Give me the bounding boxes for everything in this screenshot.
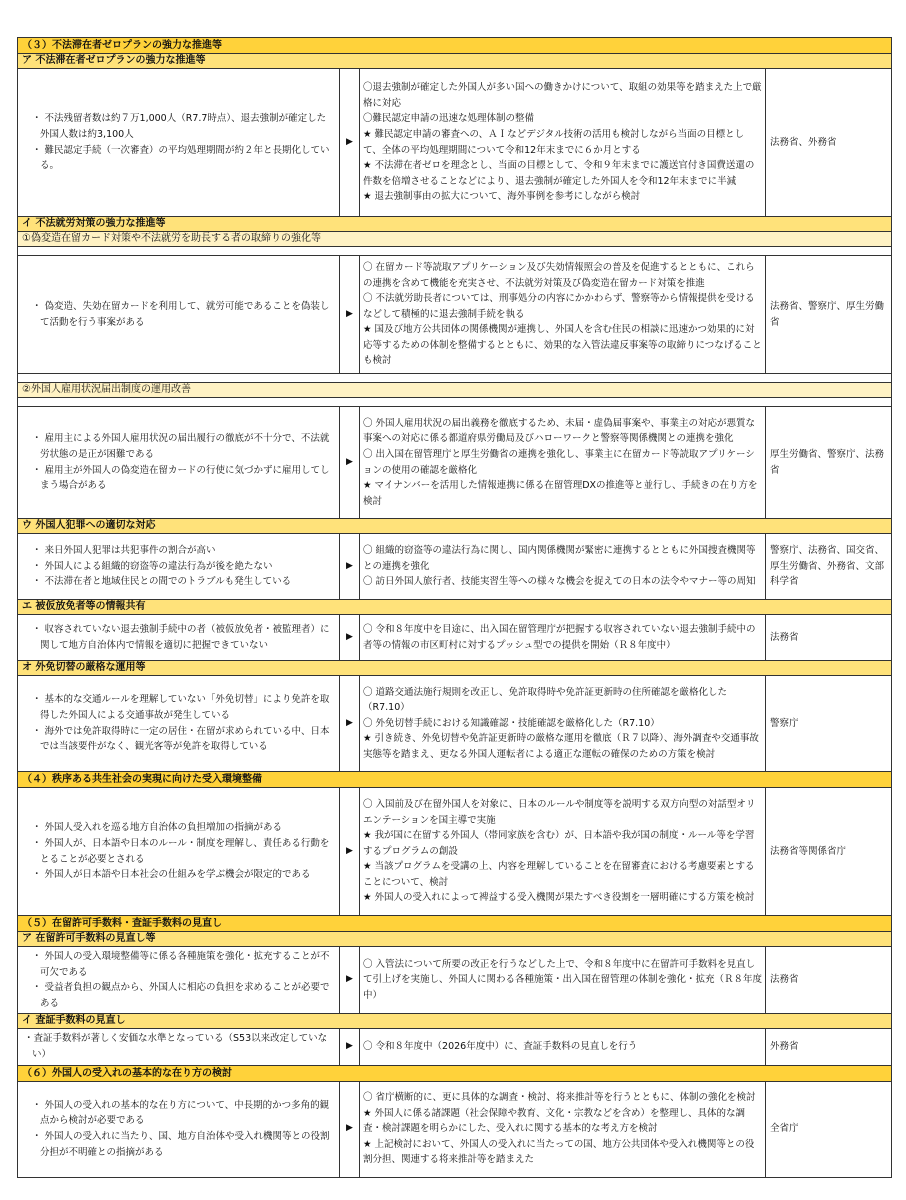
issue-cell: ・ 不法残留者数は約７万1,000人（R7.7時点）、退去強制が確定した外国人数は約3,100人 ・ 難民認定手続（一次審査）の平均処理期間が約２年と長期化している。 (18, 69, 340, 217)
subsubsection-header: ①偽変造在留カード対策や不法就労を助長する者の取締りの強化等 (18, 232, 892, 247)
table-row (18, 615, 892, 661)
ministry-cell: 警察庁 (766, 676, 892, 772)
issue-cell: ・ 収容されていない退去強制手続中の者（被仮放免者・被監理者）に関して地方自治体内で情報を適切に把握できていない (18, 615, 340, 661)
ministry-cell: 全省庁 (766, 1081, 892, 1177)
issue-cell: ・ 来日外国人犯罪は共犯事件の割合が高い ・ 外国人による組織的窃盗等の違法行為が後を絶たない ・ 不法滞在者と地域住民との間でのトラブルも発生している (18, 534, 340, 600)
arrow-icon: ▶ (340, 788, 360, 916)
section-header: （４）秩序ある共生社会の実現に向けた受入環境整備 (18, 772, 892, 788)
action-cell: 〇 令和８年度中（2026年度中）に、査証手数料の見直しを行う (360, 1029, 766, 1065)
table-row (18, 1029, 892, 1065)
subsection-header: エ 被仮放免者等の情報共有 (18, 600, 892, 615)
subsection-header: ア 不法滞在者ゼロプランの強力な推進等 (18, 54, 892, 69)
arrow-icon: ▶ (340, 256, 360, 374)
issue-cell: ・ 雇用主による外国人雇用状況の届出履行の徹底が不十分で、不法就労状態の是正が困難である ・ 雇用主が外国人の偽変造在留カードの行使に気づかずに雇用してしまう場合がある (18, 407, 340, 519)
action-cell: 〇 在留カード等読取アプリケーション及び失効情報照会の普及を促進するとともに、これらの連携を含めて機能を充実させ、不法就労対策及び偽変造在留カード対策を推進 〇 不法就労助長者については、刑事処分の内容にかかわらず、警察等から情報提供を受けるなどして積極的に退去強制手続を執る ★ 国及び地方公共団体の関係機関が連携し、外国人を含む住民の相談に迅速かつ効果的に対応等するための体制を整備するとともに、効果的な入管法違反事案等の取締りにつなげることも検討 (360, 256, 766, 374)
ministry-cell: 法務省 (766, 615, 892, 661)
action-cell: 〇退去強制が確定した外国人が多い国への働きかけについて、取組の効果等を踏まえた上で厳格に対応 〇難民認定申請の迅速な処理体制の整備 ★ 難民認定申請の審査への、ＡＩなどデジタル技術の活用も検討しながら当面の目標として、全体の平均処理期間について令和12年末までに６か月とする ★ 不法滞在者ゼロを理念とし、当面の目標として、令和９年末までに護送官付き国費送還の件数を倍増させることなどにより、退去強制が確定した外国人を令和12年末までに半減 ★ 退去強制事由の拡大について、海外事例を参考にしながら検討 (360, 69, 766, 217)
subsubsection-header: ②外国人雇用状況届出制度の運用改善 (18, 383, 892, 398)
table-row (18, 788, 892, 916)
arrow-icon: ▶ (340, 615, 360, 661)
issue-cell: ・ 外国人の受入れの基本的な在り方について、中長期的かつ多角的観点から検討が必要である ・ 外国人の受入れに当たり、国、地方自治体や受入れ機関等との役割分担が不明確との指摘がある (18, 1081, 340, 1177)
section-header: （６）外国人の受入れの基本的な在り方の検討 (18, 1065, 892, 1081)
arrow-icon: ▶ (340, 1029, 360, 1065)
arrow-icon: ▶ (340, 947, 360, 1014)
table-row (18, 69, 892, 217)
ministry-cell: 法務省、警察庁、厚生労働省 (766, 256, 892, 374)
issue-cell: ・ 外国人受入れを巡る地方自治体の負担増加の指摘がある ・ 外国人が、日本語や日本のルール・制度を理解し、責任ある行動をとることが必要とされる ・ 外国人が日本語や日本社会の仕組みを学ぶ機会が限定的である (18, 788, 340, 916)
arrow-icon: ▶ (340, 1081, 360, 1177)
policy-table-document (17, 37, 891, 1178)
ministry-cell: 法務省等関係省庁 (766, 788, 892, 916)
subsection-header: イ 査証手数料の見直し (18, 1014, 892, 1029)
subsection-header: イ 不法就労対策の強力な推進等 (18, 217, 892, 232)
action-cell: 〇 省庁横断的に、更に具体的な調査・検討、将来推計等を行うとともに、体制の強化を検討 ★ 外国人に係る諸課題（社会保障や教育、文化・宗教などを含め）を整理し、具体的な調査・検討課題を明らかにした、受入れに関する基本的な考え方を検討 ★ 上記検討において、外国人の受入れに当たっての国、地方公共団体や受入れ機関等との役割分担、関連する将来推計等を踏まえた (360, 1081, 766, 1177)
section-header: （３）不法滞在者ゼロプランの強力な推進等 (18, 38, 892, 54)
ministry-cell: 厚生労働省、警察庁、法務省 (766, 407, 892, 519)
issue-cell: ・ 外国人の受入環境整備等に係る各種施策を強化・拡充することが不可欠である ・ 受益者負担の観点から、外国人に相応の負担を求めることが必要である (18, 947, 340, 1014)
issue-cell: ・査証手数料が著しく安価な水準となっている（S53以来改定していない） (18, 1029, 340, 1065)
action-cell: 〇 組織的窃盗等の違法行為に関し、国内関係機関が緊密に連携するとともに外国捜査機関等との連携を強化 〇 訪日外国人旅行者、技能実習生等への様々な機会を捉えての日本の法令やマナー等の周知 (360, 534, 766, 600)
action-cell: 〇 道路交通法施行規則を改正し、免許取得時や免許証更新時の住所確認を厳格化した（R7.10） 〇 外免切替手続における知識確認・技能確認を厳格化した（R7.10） ★ 引き続き、外免切替や免許証更新時の厳格な運用を徹底（Ｒ７以降）、海外調査や交通事故実態等を踏まえ、更なる外国人運転者による適正な運転の確保のための方策を検討 (360, 676, 766, 772)
ministry-cell: 法務省 (766, 947, 892, 1014)
arrow-icon: ▶ (340, 676, 360, 772)
subsection-header: オ 外免切替の厳格な運用等 (18, 661, 892, 676)
action-cell: 〇 入国前及び在留外国人を対象に、日本のルールや制度等を説明する双方向型の対話型オリエンテーションを国主導で実施 ★ 我が国に在留する外国人（帯同家族を含む）が、日本語や我が国の制度・ルール等を学習するプログラムの創設 ★ 当該プログラムを受講の上、内容を理解していることを在留審査における考慮要素とすることについて、検討 ★ 外国人の受入れによって裨益する受入機関が果たすべき役割を一層明確にする方策を検討 (360, 788, 766, 916)
table-row (18, 256, 892, 374)
arrow-icon: ▶ (340, 69, 360, 217)
table-row (18, 407, 892, 519)
issue-cell: ・ 基本的な交通ルールを理解していない「外免切替」により免許を取得した外国人による交通事故が発生している ・ 海外では免許取得時に一定の居住・在留が求められている中、日本では当該要件がなく、観光客等が免許を取得している (18, 676, 340, 772)
action-cell: 〇 入管法について所要の改正を行うなどした上で、令和８年度中に在留許可手数料を見直して引上げを実施し、外国人に関わる各種施策・出入国在留管理の体制を強化・拡充（Ｒ８年度中） (360, 947, 766, 1014)
table-row (18, 676, 892, 772)
table-row (18, 1081, 892, 1177)
subsection-header: ウ 外国人犯罪への適切な対応 (18, 519, 892, 534)
subsection-header: ア 在留許可手数料の見直し等 (18, 932, 892, 947)
action-cell: 〇 令和８年度中を目途に、出入国在留管理庁が把握する収容されていない退去強制手続中の者等の情報の市区町村に対するプッシュ型での提供を開始（Ｒ８年度中） (360, 615, 766, 661)
ministry-cell: 警察庁、法務省、国交省、厚生労働省、外務省、文部科学省 (766, 534, 892, 600)
table-row (18, 947, 892, 1014)
section-header: （５）在留許可手数料・査証手数料の見直し (18, 916, 892, 932)
issue-cell: ・ 偽変造、失効在留カードを利用して、就労可能であることを偽装して活動を行う事案がある (18, 256, 340, 374)
action-cell: 〇 外国人雇用状況の届出義務を徹底するため、未届・虚偽届事案や、事業主の対応が悪質な事案への対応に係る都道府県労働局及びハローワークと警察等関係機関との連携を強化 〇 出入国在留管理庁と厚生労働省の連携を強化し、事業主に在留カード等読取アプリケーションの使用の確認を厳格化 ★ マイナンバーを活用した情報連携に係る在留管理DXの推進等と並行し、手続きの在り方を検討 (360, 407, 766, 519)
ministry-cell: 法務省、外務省 (766, 69, 892, 217)
arrow-icon: ▶ (340, 534, 360, 600)
arrow-icon: ▶ (340, 407, 360, 519)
table-row (18, 534, 892, 600)
policy-table (17, 37, 892, 1178)
ministry-cell: 外務省 (766, 1029, 892, 1065)
